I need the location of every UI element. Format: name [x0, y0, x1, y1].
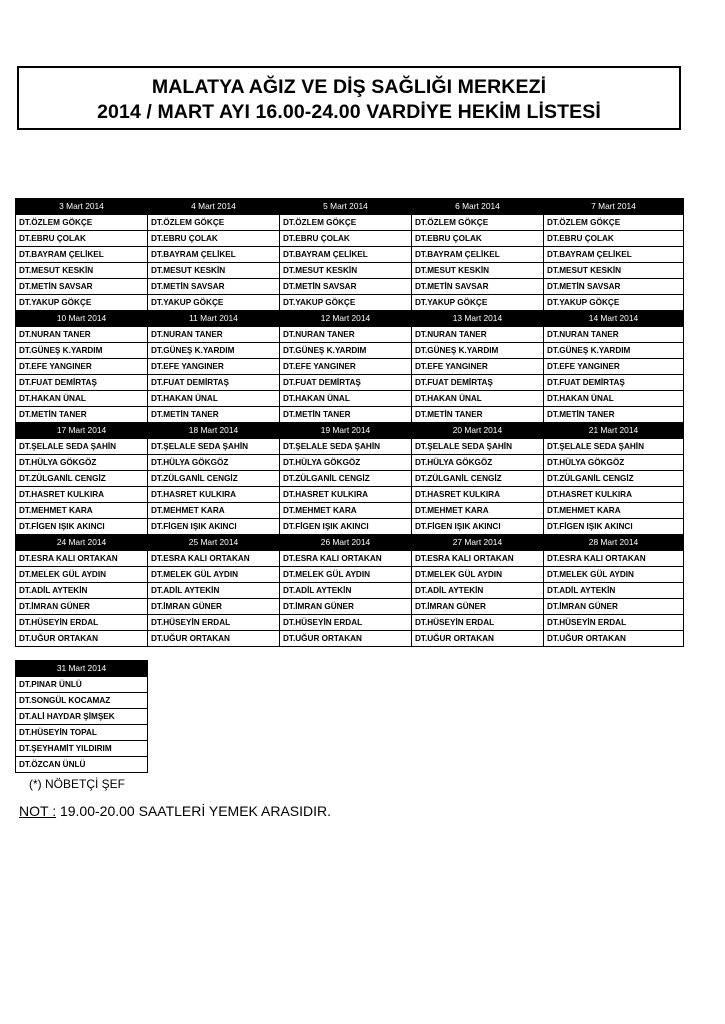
- staff-cell: DT.MEHMET KARA: [16, 503, 148, 519]
- staff-cell: DT.ÖZCAN ÜNLÜ: [16, 757, 148, 773]
- staff-cell: DT.EFE YANGINER: [411, 359, 543, 375]
- staff-cell: DT.FUAT DEMİRTAŞ: [543, 375, 683, 391]
- staff-row: [16, 615, 684, 631]
- staff-cell: DT.ŞELALE SEDA ŞAHİN: [543, 439, 683, 455]
- staff-cell: DT.ADİL AYTEKİN: [147, 583, 279, 599]
- staff-cell: DT.HÜLYA GÖKGÖZ: [147, 455, 279, 471]
- staff-cell: DT.HAKAN ÜNAL: [411, 391, 543, 407]
- staff-cell: DT.UĞUR ORTAKAN: [16, 631, 148, 647]
- staff-cell: DT.MESUT KESKİN: [279, 263, 411, 279]
- date-header: 20 Mart 2014: [411, 423, 543, 439]
- staff-cell: DT.MELEK GÜL AYDIN: [543, 567, 683, 583]
- staff-cell: DT.NURAN TANER: [147, 327, 279, 343]
- staff-cell: DT.EFE YANGINER: [543, 359, 683, 375]
- staff-row: [16, 599, 684, 615]
- staff-cell: DT.FUAT DEMİRTAŞ: [147, 375, 279, 391]
- staff-cell: DT.ŞELALE SEDA ŞAHİN: [411, 439, 543, 455]
- staff-cell: DT.METİN TANER: [147, 407, 279, 423]
- staff-row: [16, 455, 684, 471]
- staff-cell: DT.BAYRAM ÇELİKEL: [543, 247, 683, 263]
- staff-cell: DT.YAKUP GÖKÇE: [543, 295, 683, 311]
- staff-cell: DT.ÖZLEM GÖKÇE: [16, 215, 148, 231]
- staff-cell: DT.METİN SAVSAR: [16, 279, 148, 295]
- staff-cell: DT.BAYRAM ÇELİKEL: [16, 247, 148, 263]
- staff-row: [16, 631, 684, 647]
- staff-row: [16, 487, 684, 503]
- staff-cell: DT.HÜSEYİN TOPAL: [16, 725, 148, 741]
- date-header: 24 Mart 2014: [16, 535, 148, 551]
- staff-cell: DT.FUAT DEMİRTAŞ: [279, 375, 411, 391]
- date-header: 6 Mart 2014: [411, 199, 543, 215]
- staff-cell: DT.BAYRAM ÇELİKEL: [411, 247, 543, 263]
- staff-row: [16, 359, 684, 375]
- staff-cell: DT.FİGEN IŞIK AKINCI: [543, 519, 683, 535]
- date-header: 19 Mart 2014: [279, 423, 411, 439]
- date-row: [16, 311, 684, 327]
- staff-row: [16, 343, 684, 359]
- staff-cell: DT.METİN SAVSAR: [543, 279, 683, 295]
- staff-cell: DT.MEHMET KARA: [147, 503, 279, 519]
- staff-cell: DT.SONGÜL KOCAMAZ: [16, 693, 148, 709]
- staff-cell: DT.ŞELALE SEDA ŞAHİN: [279, 439, 411, 455]
- date-header: 4 Mart 2014: [147, 199, 279, 215]
- staff-cell: DT.HÜLYA GÖKGÖZ: [543, 455, 683, 471]
- staff-cell: DT.EBRU ÇOLAK: [411, 231, 543, 247]
- staff-cell: DT.HÜSEYİN ERDAL: [411, 615, 543, 631]
- staff-cell: DT.YAKUP GÖKÇE: [411, 295, 543, 311]
- staff-cell: DT.MESUT KESKİN: [543, 263, 683, 279]
- staff-cell: DT.HASRET KULKIRA: [543, 487, 683, 503]
- date-header: 27 Mart 2014: [411, 535, 543, 551]
- staff-cell: DT.EBRU ÇOLAK: [147, 231, 279, 247]
- staff-cell: DT.NURAN TANER: [16, 327, 148, 343]
- staff-cell: DT.YAKUP GÖKÇE: [147, 295, 279, 311]
- staff-row: [16, 583, 684, 599]
- staff-cell: DT.NURAN TANER: [411, 327, 543, 343]
- staff-cell: DT.METİN TANER: [16, 407, 148, 423]
- date-header: 12 Mart 2014: [279, 311, 411, 327]
- date-header: 7 Mart 2014: [543, 199, 683, 215]
- title-line-1: MALATYA AĞIZ VE DİŞ SAĞLIĞI MERKEZİ: [151, 76, 547, 98]
- date-header: 18 Mart 2014: [147, 423, 279, 439]
- staff-cell: DT.BAYRAM ÇELİKEL: [147, 247, 279, 263]
- staff-cell: DT.HAKAN ÜNAL: [16, 391, 148, 407]
- staff-cell: DT.HAKAN ÜNAL: [543, 391, 683, 407]
- chief-note: (*) NÖBETÇİ ŞEF: [29, 777, 126, 791]
- staff-cell: DT.MELEK GÜL AYDIN: [279, 567, 411, 583]
- staff-row: [16, 391, 684, 407]
- staff-row: [16, 279, 684, 295]
- staff-cell: DT.GÜNEŞ K.YARDIM: [279, 343, 411, 359]
- staff-cell: DT.FİGEN IŞIK AKINCI: [147, 519, 279, 535]
- staff-row: [16, 471, 684, 487]
- last-day-table: [15, 660, 148, 773]
- staff-cell: DT.EFE YANGINER: [16, 359, 148, 375]
- staff-cell: DT.MESUT KESKİN: [147, 263, 279, 279]
- staff-cell: DT.HÜLYA GÖKGÖZ: [411, 455, 543, 471]
- staff-row: [16, 215, 684, 231]
- date-header: 21 Mart 2014: [543, 423, 683, 439]
- staff-cell: DT.FİGEN IŞIK AKINCI: [279, 519, 411, 535]
- staff-cell: DT.HÜSEYİN ERDAL: [16, 615, 148, 631]
- staff-cell: DT.METİN TANER: [411, 407, 543, 423]
- staff-cell: DT.GÜNEŞ K.YARDIM: [16, 343, 148, 359]
- staff-cell: DT.UĞUR ORTAKAN: [411, 631, 543, 647]
- staff-cell: DT.METİN SAVSAR: [411, 279, 543, 295]
- staff-cell: DT.HÜSEYİN ERDAL: [543, 615, 683, 631]
- staff-cell: DT.ŞELALE SEDA ŞAHİN: [16, 439, 148, 455]
- staff-cell: DT.METİN TANER: [279, 407, 411, 423]
- date-header: 13 Mart 2014: [411, 311, 543, 327]
- staff-cell: DT.ŞEYHAMİT YILDIRIM: [16, 741, 148, 757]
- staff-cell: DT.ZÜLGANİL CENGİZ: [147, 471, 279, 487]
- staff-row: [16, 551, 684, 567]
- staff-cell: DT.BAYRAM ÇELİKEL: [279, 247, 411, 263]
- date-row: [16, 535, 684, 551]
- staff-cell: DT.NURAN TANER: [543, 327, 683, 343]
- staff-cell: DT.EBRU ÇOLAK: [16, 231, 148, 247]
- date-header: 28 Mart 2014: [543, 535, 683, 551]
- staff-row: [16, 439, 684, 455]
- staff-cell: DT.HASRET KULKIRA: [411, 487, 543, 503]
- staff-cell: DT.UĞUR ORTAKAN: [279, 631, 411, 647]
- staff-row: [16, 503, 684, 519]
- staff-cell: DT.ZÜLGANİL CENGİZ: [543, 471, 683, 487]
- staff-cell: DT.İMRAN GÜNER: [411, 599, 543, 615]
- note-text: 19.00-20.00 SAATLERİ YEMEK ARASIDIR.: [56, 803, 332, 819]
- date-header: 26 Mart 2014: [279, 535, 411, 551]
- staff-row: [16, 295, 684, 311]
- staff-cell: DT.HASRET KULKIRA: [147, 487, 279, 503]
- schedule-table: [15, 198, 684, 647]
- staff-cell: DT.HÜSEYİN ERDAL: [147, 615, 279, 631]
- staff-row: [16, 327, 684, 343]
- staff-cell: DT.UĞUR ORTAKAN: [147, 631, 279, 647]
- staff-cell: DT.METİN SAVSAR: [147, 279, 279, 295]
- date-header: 17 Mart 2014: [16, 423, 148, 439]
- staff-cell: DT.YAKUP GÖKÇE: [16, 295, 148, 311]
- staff-cell: DT.ÖZLEM GÖKÇE: [543, 215, 683, 231]
- staff-cell: DT.ESRA KALI ORTAKAN: [411, 551, 543, 567]
- date-header: 14 Mart 2014: [543, 311, 683, 327]
- staff-cell: DT.ZÜLGANİL CENGİZ: [411, 471, 543, 487]
- staff-cell: DT.HASRET KULKIRA: [16, 487, 148, 503]
- date-header: 3 Mart 2014: [16, 199, 148, 215]
- staff-cell: DT.METİN TANER: [543, 407, 683, 423]
- staff-cell: DT.İMRAN GÜNER: [279, 599, 411, 615]
- staff-cell: DT.FİGEN IŞIK AKINCI: [16, 519, 148, 535]
- staff-cell: DT.ADİL AYTEKİN: [411, 583, 543, 599]
- staff-cell: DT.MEHMET KARA: [411, 503, 543, 519]
- staff-cell: DT.ESRA KALI ORTAKAN: [147, 551, 279, 567]
- staff-cell: DT.MELEK GÜL AYDIN: [147, 567, 279, 583]
- staff-row: [16, 247, 684, 263]
- staff-cell: DT.UĞUR ORTAKAN: [543, 631, 683, 647]
- staff-cell: DT.GÜNEŞ K.YARDIM: [411, 343, 543, 359]
- date-header: 5 Mart 2014: [279, 199, 411, 215]
- staff-cell: DT.EBRU ÇOLAK: [543, 231, 683, 247]
- staff-cell: DT.HAKAN ÜNAL: [147, 391, 279, 407]
- meal-note: [19, 803, 331, 819]
- staff-cell: DT.ZÜLGANİL CENGİZ: [279, 471, 411, 487]
- staff-cell: DT.İMRAN GÜNER: [147, 599, 279, 615]
- staff-row: [16, 407, 684, 423]
- staff-cell: DT.MELEK GÜL AYDIN: [16, 567, 148, 583]
- note-label: NOT :: [19, 803, 57, 819]
- staff-cell: DT.EFE YANGINER: [147, 359, 279, 375]
- title-box: [17, 66, 681, 130]
- staff-cell: DT.FUAT DEMİRTAŞ: [16, 375, 148, 391]
- staff-cell: DT.ESRA KALI ORTAKAN: [16, 551, 148, 567]
- staff-cell: DT.NURAN TANER: [279, 327, 411, 343]
- staff-cell: DT.EFE YANGINER: [279, 359, 411, 375]
- staff-cell: DT.MEHMET KARA: [279, 503, 411, 519]
- staff-cell: DT.ALİ HAYDAR ŞİMŞEK: [16, 709, 148, 725]
- date-row: [16, 199, 684, 215]
- staff-cell: DT.MESUT KESKİN: [411, 263, 543, 279]
- date-header: 25 Mart 2014: [147, 535, 279, 551]
- staff-cell: DT.İMRAN GÜNER: [16, 599, 148, 615]
- staff-cell: DT.YAKUP GÖKÇE: [279, 295, 411, 311]
- staff-cell: DT.ZÜLGANİL CENGİZ: [16, 471, 148, 487]
- staff-cell: DT.ESRA KALI ORTAKAN: [543, 551, 683, 567]
- title-line-2: 2014 / MART AYI 16.00-24.00 VARDİYE HEKİM LİSTESİ: [97, 101, 601, 123]
- staff-cell: DT.ŞELALE SEDA ŞAHİN: [147, 439, 279, 455]
- staff-cell: DT.GÜNEŞ K.YARDIM: [543, 343, 683, 359]
- date-header: 31 Mart 2014: [16, 661, 148, 677]
- staff-row: [16, 231, 684, 247]
- staff-row: [16, 567, 684, 583]
- staff-cell: DT.MESUT KESKİN: [16, 263, 148, 279]
- staff-cell: DT.HÜLYA GÖKGÖZ: [16, 455, 148, 471]
- staff-cell: DT.ADİL AYTEKİN: [16, 583, 148, 599]
- staff-cell: DT.ADİL AYTEKİN: [279, 583, 411, 599]
- staff-cell: DT.ÖZLEM GÖKÇE: [279, 215, 411, 231]
- staff-cell: DT.ÖZLEM GÖKÇE: [411, 215, 543, 231]
- staff-cell: DT.GÜNEŞ K.YARDIM: [147, 343, 279, 359]
- staff-cell: DT.HÜSEYİN ERDAL: [279, 615, 411, 631]
- date-header: 11 Mart 2014: [147, 311, 279, 327]
- staff-cell: DT.FUAT DEMİRTAŞ: [411, 375, 543, 391]
- staff-cell: DT.MELEK GÜL AYDIN: [411, 567, 543, 583]
- staff-cell: DT.ÖZLEM GÖKÇE: [147, 215, 279, 231]
- staff-row: [16, 263, 684, 279]
- staff-cell: DT.MEHMET KARA: [543, 503, 683, 519]
- staff-cell: DT.PINAR ÜNLÜ: [16, 677, 148, 693]
- staff-cell: DT.HASRET KULKIRA: [279, 487, 411, 503]
- staff-cell: DT.METİN SAVSAR: [279, 279, 411, 295]
- staff-cell: DT.EBRU ÇOLAK: [279, 231, 411, 247]
- staff-cell: DT.ESRA KALI ORTAKAN: [279, 551, 411, 567]
- staff-row: [16, 519, 684, 535]
- staff-cell: DT.FİGEN IŞIK AKINCI: [411, 519, 543, 535]
- date-row: [16, 423, 684, 439]
- staff-row: [16, 375, 684, 391]
- staff-cell: DT.ADİL AYTEKİN: [543, 583, 683, 599]
- staff-cell: DT.HAKAN ÜNAL: [279, 391, 411, 407]
- staff-cell: DT.İMRAN GÜNER: [543, 599, 683, 615]
- staff-cell: DT.HÜLYA GÖKGÖZ: [279, 455, 411, 471]
- date-header: 10 Mart 2014: [16, 311, 148, 327]
